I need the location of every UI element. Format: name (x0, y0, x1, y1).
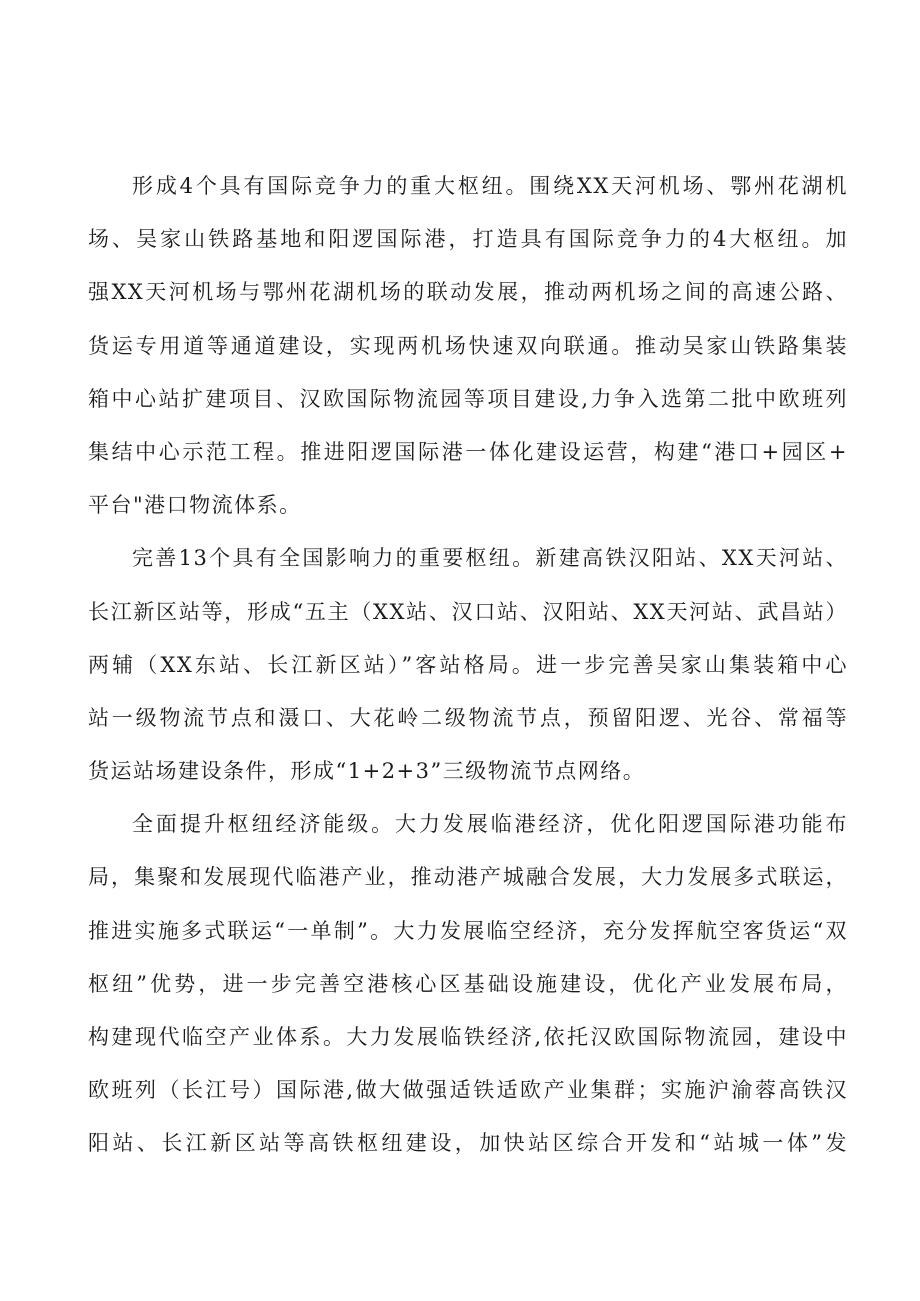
paragraph-line: 强XX天河机场与鄂州花湖机场的联动发展，推动两机场之间的高速公路、 (88, 280, 848, 305)
paragraph-line: 平台"港口物流体系。 (88, 493, 302, 518)
paragraph-line: 阳站、长江新区站等高铁枢纽建设，加快站区综合开发和“站城一体”发 (88, 1131, 848, 1156)
paragraph-1 (88, 160, 848, 532)
paragraph-line: 全面提升枢纽经济能级。大力发展临港经济，优化阳逻国际港功能布 (132, 812, 848, 837)
paragraph-line: 构建现代临空产业体系。大力发展临铁经济,依托汉欧国际物流园，建设中 (88, 1025, 848, 1049)
paragraph-line: 欧班列（长江号）国际港,做大做强适铁适欧产业集群；实施沪渝蓉高铁汉 (88, 1078, 848, 1103)
paragraph-3 (88, 798, 848, 1170)
paragraph-line: 推进实施多式联运“一单制”。大力发展临空经济，充分发挥航空客货运“双 (88, 918, 848, 943)
paragraph-line: 长江新区站等，形成“五主（XX站、汉口站、汉阳站、XX天河站、武昌站） (88, 599, 848, 624)
paragraph-line: 形成4个具有国际竞争力的重大枢纽。围绕XX天河机场、鄂州花湖机 (132, 174, 848, 198)
paragraph-line: 集结中心示范工程。推进阳逻国际港一体化建设运营，构建“港口+园区+ (88, 439, 848, 464)
paragraph-2 (88, 532, 848, 798)
paragraph-line: 场、吴家山铁路基地和阳逻国际港，打造具有国际竞争力的4大枢纽。加 (88, 227, 848, 252)
paragraph-line: 枢纽”优势，进一步完善空港核心区基础设施建设，优化产业发展布局， (88, 971, 848, 996)
paragraph-line: 局，集聚和发展现代临港产业，推动港产城融合发展，大力发展多式联运， (88, 865, 848, 890)
paragraph-line: 货运专用道等通道建设，实现两机场快速双向联通。推动吴家山铁路集装 (88, 333, 848, 358)
paragraph-line: 货运站场建设条件，形成“1+2+3”三级物流节点网络。 (88, 759, 646, 784)
document-body (88, 160, 848, 1171)
paragraph-line: 站一级物流节点和滠口、大花岭二级物流节点，预留阳逻、光谷、常福等 (88, 705, 848, 730)
paragraph-line: 两辅（XX东站、长江新区站）”客站格局。进一步完善吴家山集装箱中心 (88, 652, 848, 677)
paragraph-line: 完善13个具有全国影响力的重要枢纽。新建高铁汉阳站、XX天河站、 (132, 546, 848, 571)
paragraph-line: 箱中心站扩建项目、汉欧国际物流园等项目建设,力争入选第二批中欧班列 (88, 386, 848, 411)
